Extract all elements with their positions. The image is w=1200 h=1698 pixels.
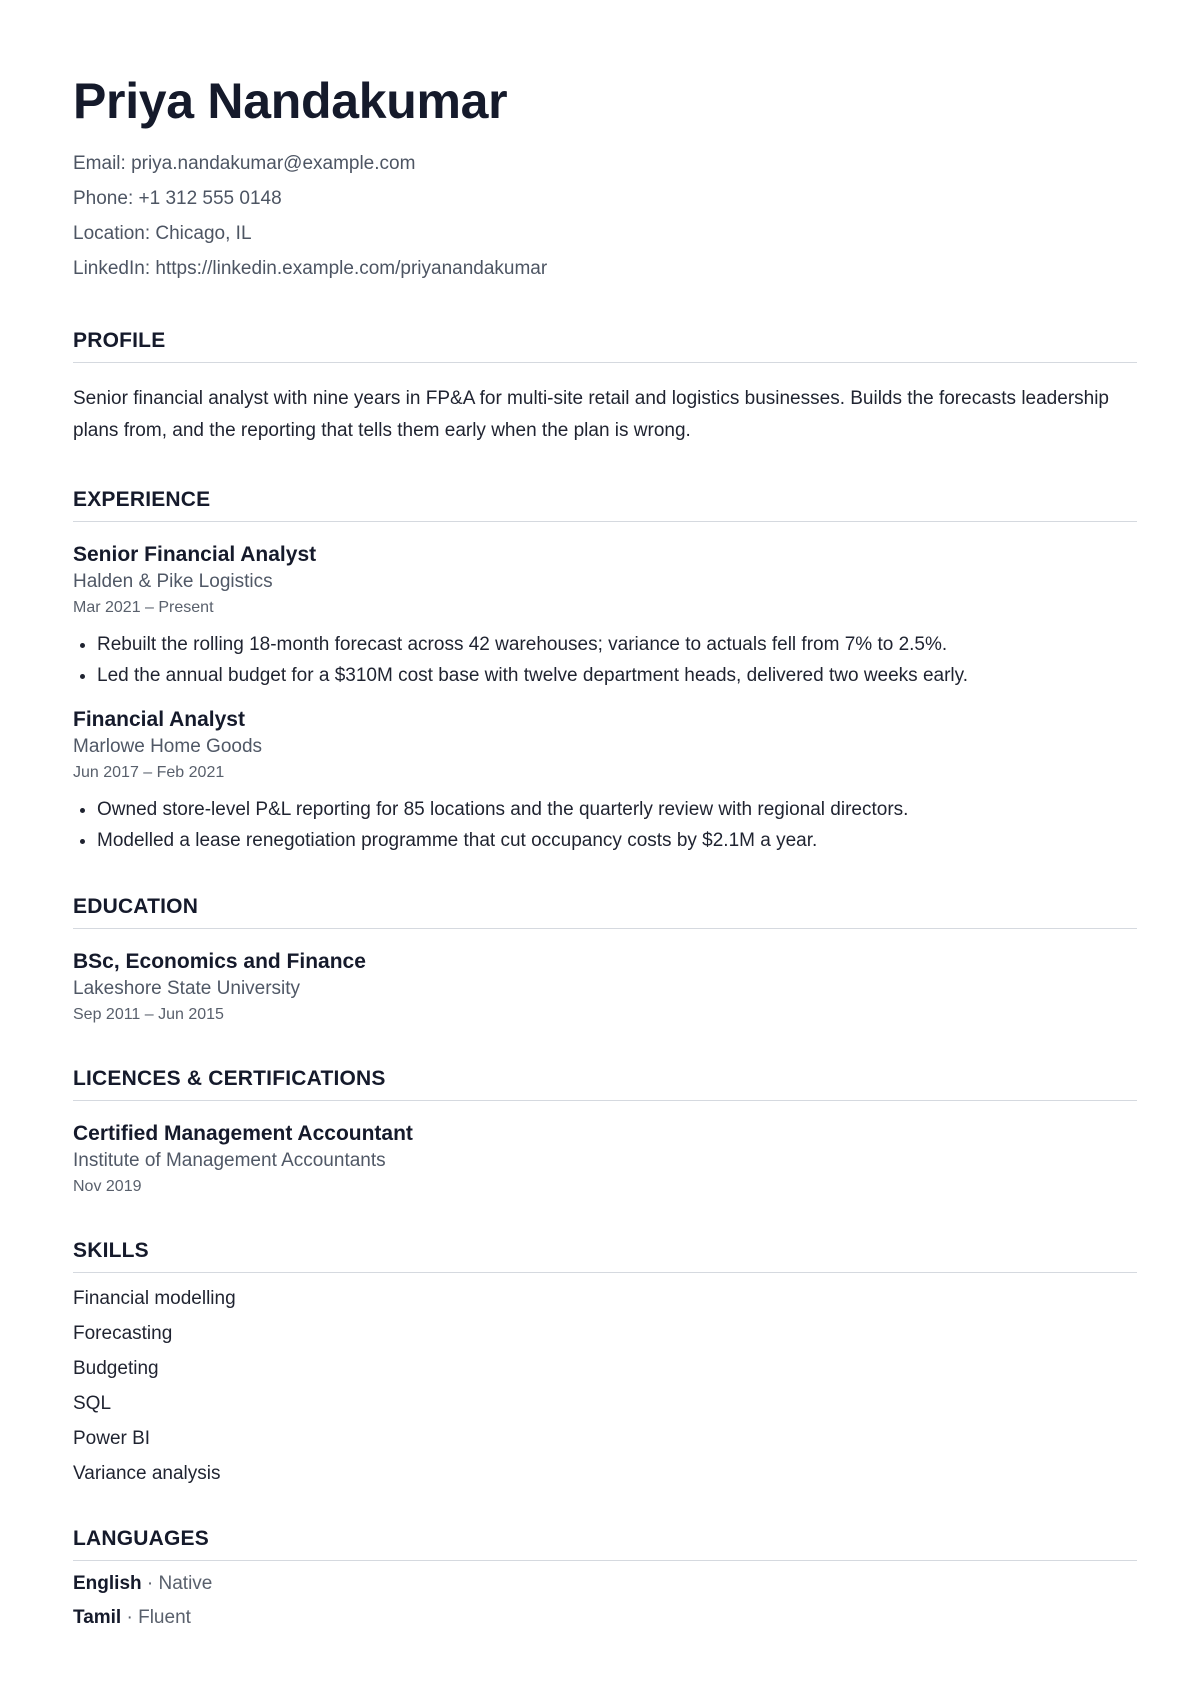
certification-date: Nov 2019 bbox=[73, 1178, 142, 1195]
skill-item: Forecasting bbox=[73, 1323, 173, 1344]
contact-location: Location: Chicago, IL bbox=[73, 223, 252, 244]
skill-item: SQL bbox=[73, 1393, 112, 1414]
degree-title: BSc, Economics and Finance bbox=[73, 950, 366, 973]
job-bullet: • Led the annual budget for a $310M cost base with twelve department heads, delivered two weeks early. bbox=[97, 660, 1137, 691]
job-title: Senior Financial Analyst bbox=[73, 543, 317, 566]
job-bullet: • Owned store-level P&L reporting for 85 locations and the quarterly review with regional directors. bbox=[97, 794, 1137, 825]
skills-list bbox=[73, 1281, 1137, 1491]
certification-title: Certified Management Accountant bbox=[73, 1122, 413, 1145]
contact-linkedin: LinkedIn: https://linkedin.example.com/priyanandakumar bbox=[73, 258, 548, 279]
section-title-experience: EXPERIENCE bbox=[73, 487, 1137, 522]
section-title-certifications: LICENCES & CERTIFICATIONS bbox=[73, 1066, 1137, 1101]
profile-section bbox=[73, 328, 1137, 447]
section-title-profile: PROFILE bbox=[73, 328, 1137, 363]
job-bullets bbox=[73, 629, 1137, 691]
skill-item: Power BI bbox=[73, 1428, 151, 1449]
certifications-section bbox=[73, 1066, 1137, 1200]
job-company: Halden & Pike Logistics bbox=[73, 571, 273, 592]
language-name: English bbox=[73, 1573, 142, 1594]
job-bullet: • Modelled a lease renegotiation programme that cut occupancy costs by $2.1M a year. bbox=[97, 825, 1137, 856]
language-item bbox=[73, 1567, 1137, 1601]
skill-item: Budgeting bbox=[73, 1358, 159, 1379]
profile-summary: Senior financial analyst with nine years in FP&A for multi-site retail and logistics businesses. Builds the forecasts leadership plans from, and the reporting that tells them early when the plan is wrong. bbox=[73, 388, 1110, 441]
section-title-languages: LANGUAGES bbox=[73, 1526, 1137, 1561]
job-company: Marlowe Home Goods bbox=[73, 736, 263, 757]
language-name: Tamil bbox=[73, 1607, 122, 1628]
contact-email: Email: priya.nandakumar@example.com bbox=[73, 153, 416, 174]
certification-entry bbox=[73, 1121, 1137, 1200]
education-dates: Sep 2011 – Jun 2015 bbox=[73, 1006, 224, 1023]
experience-entry bbox=[73, 707, 1137, 856]
language-level: Native bbox=[158, 1573, 213, 1594]
section-title-education: EDUCATION bbox=[73, 894, 1137, 929]
certification-issuer: Institute of Management Accountants bbox=[73, 1150, 386, 1171]
skill-item: Financial modelling bbox=[73, 1288, 236, 1309]
job-bullet: • Rebuilt the rolling 18-month forecast across 42 warehouses; variance to actuals fell from 7% to 2.5%. bbox=[97, 629, 1137, 660]
language-separator: · bbox=[146, 1573, 154, 1594]
languages-list bbox=[73, 1567, 1137, 1635]
job-dates: Jun 2017 – Feb 2021 bbox=[73, 764, 225, 781]
contact-phone: Phone: +1 312 555 0148 bbox=[73, 188, 282, 209]
institution: Lakeshore State University bbox=[73, 978, 301, 999]
language-level: Fluent bbox=[138, 1607, 191, 1628]
experience-entry bbox=[73, 542, 1137, 691]
education-section bbox=[73, 894, 1137, 1028]
job-dates: Mar 2021 – Present bbox=[73, 599, 214, 616]
job-title: Financial Analyst bbox=[73, 708, 245, 731]
resume-content bbox=[73, 70, 1137, 1635]
language-item bbox=[73, 1601, 1137, 1635]
skill-item: Variance analysis bbox=[73, 1463, 221, 1484]
contact-block bbox=[73, 146, 1137, 286]
education-entry bbox=[73, 949, 1137, 1028]
experience-section bbox=[73, 487, 1137, 856]
job-bullets bbox=[73, 794, 1137, 856]
language-separator: · bbox=[126, 1607, 133, 1628]
candidate-name: Priya Nandakumar bbox=[73, 73, 508, 129]
languages-section bbox=[73, 1526, 1137, 1635]
skills-section bbox=[73, 1238, 1137, 1491]
section-title-skills: SKILLS bbox=[73, 1238, 1137, 1273]
